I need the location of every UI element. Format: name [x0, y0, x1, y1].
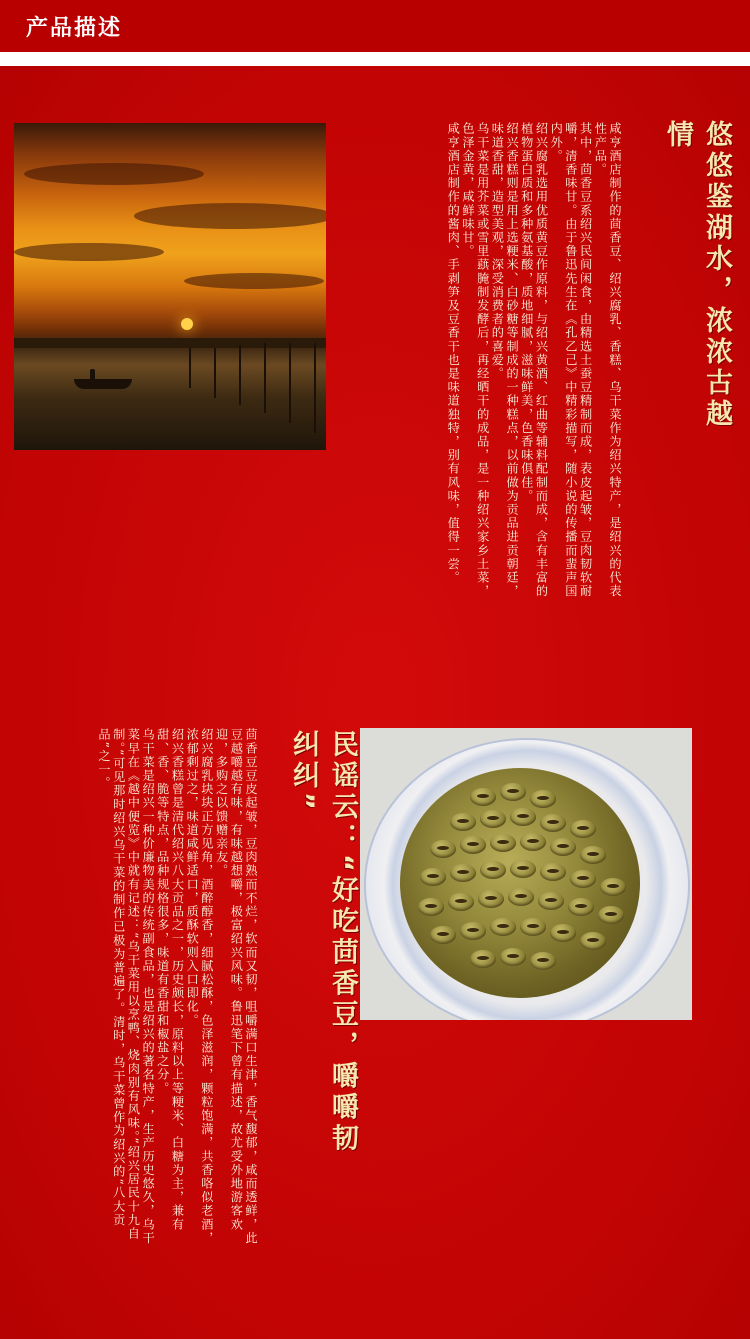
section1-paragraph: 乌干菜是用芥菜或雪里蕻腌制发酵后，再经晒干的成品，是一种绍兴家乡土菜，色泽金黄，咸鲜味甘。 — [460, 122, 490, 598]
section1-paragraph: 咸亨酒店制作的酱肉、手剥笋及豆香干也是味道独特，别有风味，值得一尝。 — [446, 122, 461, 585]
section2-body — [38, 728, 258, 1248]
section1-paragraph: 绍兴腐乳选用优质黄豆作原料，与绍兴黄酒、红曲等辅料配制而成，含有丰富的植物蛋白质和多种氨基酸，质地细腻，滋味鲜美，色香味俱佳。 — [519, 122, 549, 598]
page-title: 产品描述 — [26, 16, 123, 41]
section1-body — [374, 122, 622, 607]
section2-paragraph: 乌干菜是绍兴一种价廉物美的传统副食品，也是绍兴的著名特产，生产历史悠久，乌干菜早在《越中便览》中就有记述：“乌干菜用以烹鸭、烧肉别有风味。”绍兴居民十九自制。”可见那时绍兴乌干菜的制作已极为普遍了。清时，乌干菜曾作为绍兴的“八大贡品”之一。 — [96, 728, 156, 1245]
section2-paragraph: 茴香豆豆皮起皱，豆肉熟而不烂，软而又韧，咀嚼满口生津，香气馥郁，咸而透鲜，此豆越嚼越有味，有味越想嚼，极富绍兴风味。鲁迅笔下曾有描述，故尤受外地游客欢迎，多购之以馈赠亲友。 — [214, 728, 258, 1245]
section1-paragraph: 绍兴香糕则是用上选粳米、白砂糖等制成的一种糕点，以前做为贡品进贡朝廷，味道香甜，造型美观，深受消费者的喜爱。 — [490, 122, 520, 598]
section1-paragraph: 其中，茴香豆系绍兴民间闲食，由精选土蚕豆精制而成，表皮起皱，豆肉韧软耐嚼，清香味甘。由于鲁迅先生在《孔乙己》中精彩描写，随小说的传播而蜚声国内外。 — [549, 122, 593, 598]
fennel-beans-image — [360, 728, 692, 1020]
section1-heading: 悠悠鉴湖水，浓浓古越情 — [662, 120, 732, 430]
section1-paragraph: 咸亨酒店制作的茴香豆、绍兴腐乳、香糕、乌干菜作为绍兴特产，是绍兴的代表性产品。 — [593, 122, 622, 598]
section2-paragraph: 绍兴香糕曾是清代绍兴八大贡品之一，历史颇长，原料以上等粳米、白糖为主，兼有甜、香、脆等特点，品种规格很多，味道有香甜和椒盐之分。 — [155, 728, 185, 1232]
sunset-lake-image — [14, 123, 326, 450]
divider — [0, 52, 750, 66]
section2-heading: 民谣云：“好吃茴香豆，嚼嚼韧纠纠” — [288, 730, 358, 1155]
section2-paragraph: 绍兴腐乳块块正方见角，酒醉醇香，细腻松酥，色泽滋润，颗粒饱满，共香咯似老酒，浓郁剩过之，味道咸鲜适口，质酥软则入口即化。 — [185, 728, 214, 1245]
header-bar — [0, 0, 750, 52]
